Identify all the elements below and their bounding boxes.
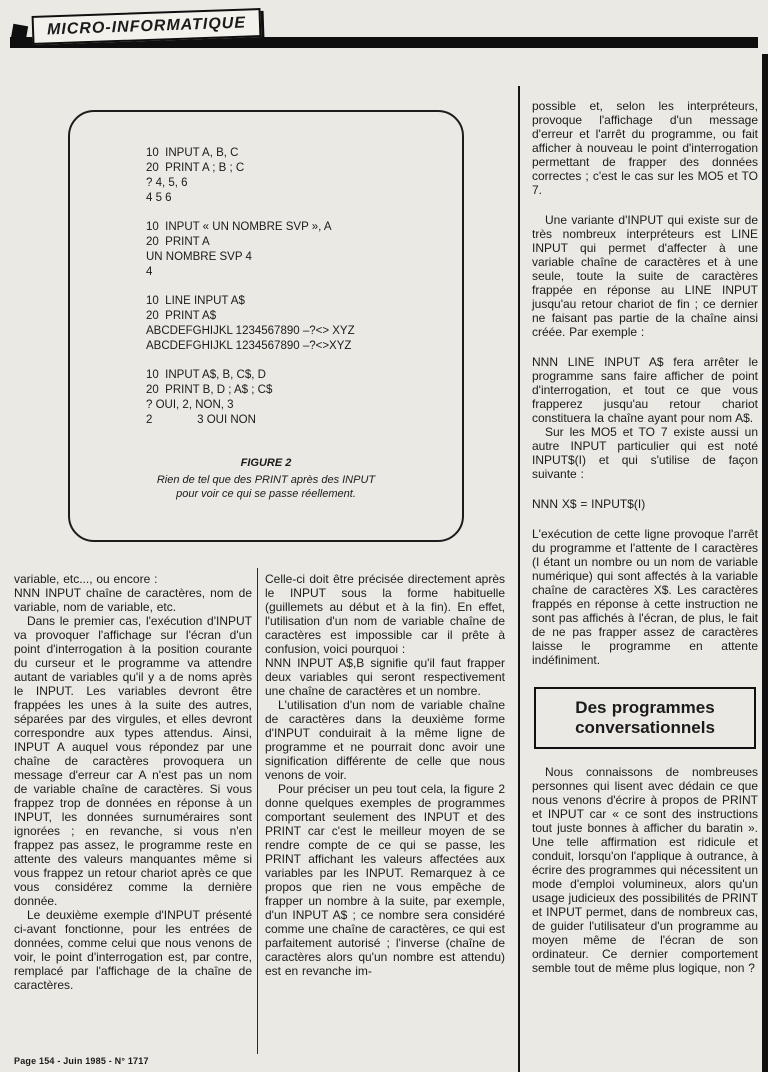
column-middle — [265, 572, 505, 978]
code-line: 4 — [146, 266, 153, 278]
code-example-3 — [146, 294, 355, 354]
page-footer: Page 154 - Juin 1985 - N° 1717 — [14, 1056, 149, 1066]
code-line: 10 INPUT « UN NOMBRE SVP », A — [146, 221, 332, 233]
code-line: 4 5 6 — [146, 192, 172, 204]
figure-caption-title: FIGURE 2 — [240, 457, 292, 469]
paragraph: L'exécution de cette ligne provoque l'arrêt du programme et l'attente de I caractères (I étant un nombre ou un nom de variable numérique) qui sont affectés à la variable chaîne de caractères X$. Les caractères frappés en réponse à cette instruction ne sont pas affichés à l'écran, de plus, le fait de ne pas frapper assez de caractères laisse le programme en attente indéfiniment. — [532, 527, 758, 667]
figure-caption-text: pour voir ce qui se passe réellement. — [176, 488, 356, 500]
paragraph: Une variante d'INPUT qui existe sur de très nombreux interpréteurs est LINE INPUT qui permet d'affecter à une variable chaîne de caractères et à une seule, toute la suite de caractères frappée en réponse au LINE INPUT jusqu'au retour chariot de fin ; ce dernier ne faisant pas partie de la chaîne ainsi créée. Par exemple : — [532, 213, 758, 339]
code-line: 20 PRINT A$ — [146, 310, 217, 322]
paragraph: Dans le premier cas, l'exécution d'INPUT va provoquer l'affichage sur l'écran d'un point d'interrogation à la position courante du curseur et le programme va attendre autant de variables qu'il y a de noms après le INPUT. Les variables devront être frappées les unes à la suite des autres, séparées par des virgules, et elles devront correspondre aux types attendus. Ainsi, INPUT A auquel vous répondez par une chaîne de caractères provoquera un message d'erreur car A n'est pas un nom de variable chaîne de caractères. Si vous frappez trop de données en réponse à un INPUT, les données surnuméraires sont ignorées ; en revanche, si vous n'en frappez pas assez, le programme reste en attente des valeurs manquantes même si vous frappez un retour chariot après ce que vous considérez comme la dernière donnée. — [14, 614, 252, 908]
code-example-2 — [146, 220, 355, 280]
code-line: 10 INPUT A$, B, C$, D — [146, 369, 266, 381]
section-heading-conversational-programs: Des programmes conversationnels — [534, 687, 756, 749]
code-line: UN NOMBRE SVP 4 — [146, 251, 252, 263]
code-line: ? OUI, 2, NON, 3 — [146, 399, 234, 411]
paragraph: Celle-ci doit être précisée directement après le INPUT sous la forme habituelle (guillemets au début et à la fin). En effet, l'utilisation d'un nom de variable chaîne de caractères est impossible car il prête à confusion, voici pourquoi : — [265, 572, 505, 656]
paragraph: Le deuxième exemple d'INPUT présenté ci-avant fonctionne, pour les entrées de données, comme celui que nous venons de voir, le point d'interrogation est, par contre, remplacé par l'affichage de la chaîne de caractères. — [14, 908, 252, 992]
code-line: 10 LINE INPUT A$ — [146, 295, 245, 307]
paragraph: Nous connaissons de nombreuses personnes qui lisent avec dédain ce que nous venons d'écrire à propos de PRINT et INPUT car « ce sont des instructions tout juste bonnes à afficher du baratin ». Une telle affirmation est ridicule et conduit, lorsqu'on l'applique à outrance, à écrire des programmes qui nécessitent un mode d'emploi volumineux, alors qu'un usage judicieux des possibilités de PRINT et INPUT permet, dans de nombreux cas, de guider l'utilisateur d'un programme au moyen même de l'écran de son ordinateur. Ce dernier comportement semble tout de même plus logique, non ? — [532, 765, 758, 975]
code-line: 20 PRINT B, D ; A$ ; C$ — [146, 384, 273, 396]
code-line: ? 4, 5, 6 — [146, 177, 188, 189]
column-right — [532, 99, 758, 975]
basic-code-listing — [146, 146, 355, 442]
code-line: 20 PRINT A ; B ; C — [146, 162, 245, 174]
paragraph: L'utilisation d'un nom de variable chaîne de caractères dans la deuxième forme d'INPUT conduirait à la même ligne de programme et ne pourrait donc avoir une signification différente de celle que nous venons de voir. — [265, 698, 505, 782]
figure-2-box — [68, 110, 464, 542]
column-divider-right — [518, 86, 520, 1072]
paragraph: Sur les MO5 et TO 7 existe aussi un autre INPUT particulier qui est noté INPUT$(I) et qui s'utilise de façon suivante : — [532, 425, 758, 481]
page-edge-shadow — [762, 54, 768, 1072]
paragraph: NNN INPUT A$,B signifie qu'il faut frapper deux variables qui seront respectivement une chaîne de caractères et un nombre. — [265, 656, 505, 698]
figure-caption — [70, 456, 462, 501]
paragraph: NNN LINE INPUT A$ fera arrêter le programme sans faire afficher de point d'interrogation, et tout ce que vous frapperez jusqu'au retour chariot constituera la chaîne ayant pour nom A$. — [532, 355, 758, 425]
code-line: ABCDEFGHIJKL 1234567890 –?<> XYZ — [146, 325, 355, 337]
paragraph: possible et, selon les interpréteurs, provoque l'affichage d'un message d'erreur et l'arrêt du programme, ou fait afficher à nouveau le point d'interrogation permettant de frapper des données correctes ; c'est le cas sur les MO5 et TO 7. — [532, 99, 758, 197]
paragraph: variable, etc..., ou encore : — [14, 572, 158, 586]
code-example-4 — [146, 368, 355, 428]
paragraph: NNN INPUT chaîne de caractères, nom de variable, nom de variable, etc. — [14, 586, 252, 614]
figure-caption-text: Rien de tel que des PRINT après des INPUT — [156, 474, 376, 486]
code-line: 20 PRINT A — [146, 236, 210, 248]
magazine-title: MICRO-INFORMATIQUE — [46, 14, 247, 39]
column-left — [14, 572, 252, 992]
column-divider-left — [257, 568, 258, 1054]
code-example-1 — [146, 146, 355, 206]
masthead-notch-icon — [11, 24, 28, 41]
code-line: ABCDEFGHIJKL 1234567890 –?<>XYZ — [146, 340, 352, 352]
code-line: 2 3 OUI NON — [146, 414, 256, 426]
code-line: 10 INPUT A, B, C — [146, 147, 239, 159]
paragraph: Pour préciser un peu tout cela, la figure 2 donne quelques exemples de programmes comportant seulement des INPUT et des PRINT car c'est le meilleur moyen de se rendre compte de ce qui se passe, les PRINT affichant les valeurs affectées aux variables par les INPUT. Remarquez à ce propos que rien ne vous empêche de frapper un nombre à la suite, par exemple, d'un INPUT A$ ; ce nombre sera considéré comme une chaîne de caractères, ce qui est parfaitement autorisé ; l'inverse (chaîne de caractères alors qu'un nombre est attendu) est en revanche im- — [265, 782, 505, 978]
code-inline: NNN X$ = INPUT$(I) — [532, 497, 646, 511]
